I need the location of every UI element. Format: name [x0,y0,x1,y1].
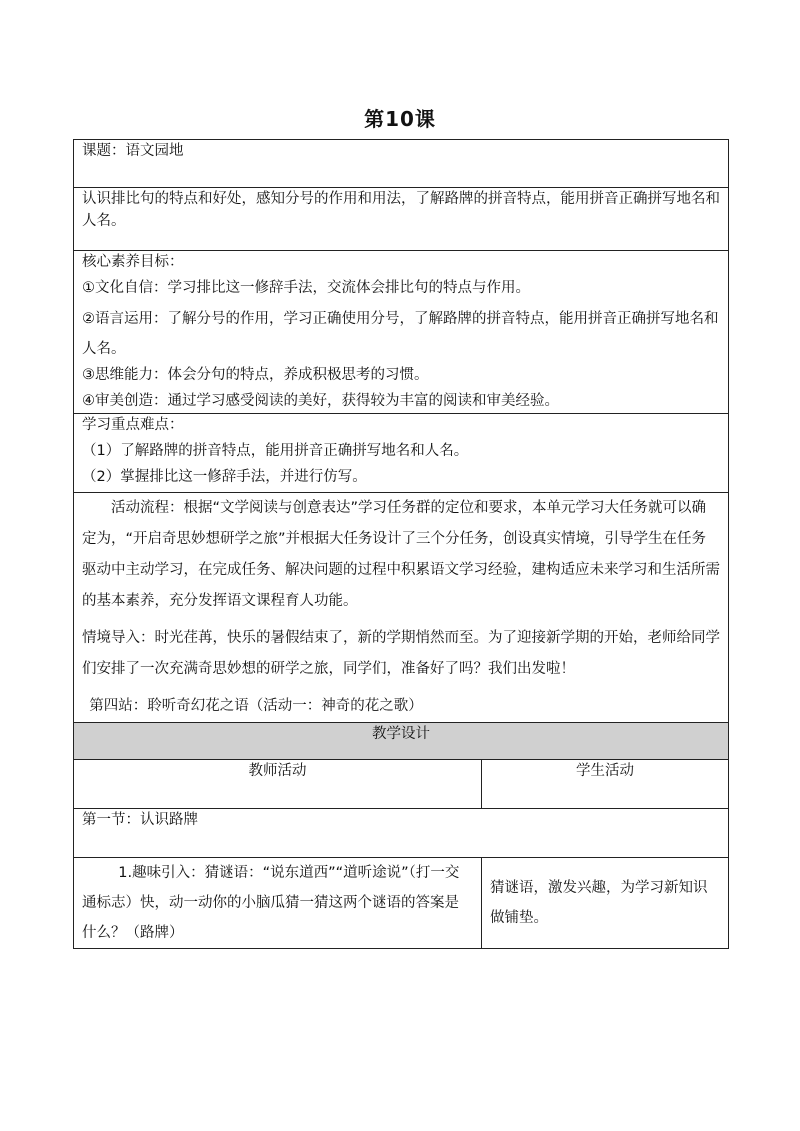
section-row [74,809,729,858]
core-literacy-item: ②语言运用：了解分号的作用，学习正确使用分号，了解路牌的拼音特点，能用拼音正确拼写地名和人名。 [82,310,719,357]
activity-flow-cell [74,493,729,723]
student-activity-text: 猜谜语，激发兴趣，为学习新知识做铺垫。 [490,880,708,927]
column-header-row [74,760,729,809]
topic-row [74,140,729,188]
activity-flow-row [74,493,729,723]
core-literacy-row [74,251,729,414]
teacher-activity-header: 教师活动 [74,760,482,809]
core-literacy-heading: 核心素养目标： [82,254,184,270]
student-activity-header: 学生活动 [482,760,729,809]
key-points-row [74,413,729,493]
page-title: 第10课 [364,107,436,131]
topic-cell: 课题：语文园地 [74,140,729,188]
goal-row [74,188,729,251]
teaching-design-header-row [74,723,729,760]
key-points-cell [74,413,729,493]
key-point-item: （2）掌握排比这一修辞手法，并进行仿写。 [82,469,367,486]
activity-flow-text: 活动流程：根据“文学阅读与创意表达”学习任务群的定位和要求，本单元学习大任务就可以确定为，“开启奇思妙想研学之旅”并根据大任务设计了三个分任务，创设真实情境，引导学生在任务驱动中主动学习，在完成任务、解决问题的过程中积累语文学习经验，建构适应未来学习和生活所需的基本素养，充分发挥语文课程育人功能。 [82,500,720,610]
teacher-activity-cell [74,858,482,949]
core-literacy-cell [74,251,729,414]
activity-row [74,858,729,949]
core-literacy-item: ③思维能力：体会分句的特点，养成积极思考的习惯。 [82,366,429,383]
section-title: 第一节：认识路牌 [74,809,729,858]
teaching-design-header: 教学设计 [74,723,729,760]
lesson-plan-table [73,139,729,949]
teacher-activity-text: 1.趣味引入：猜谜语：“说东道西”“道听途说”（打一交通标志）快，动一动你的小脑瓜猜一猜这两个谜语的答案是什么？（路牌） [82,865,460,942]
key-points-heading: 学习重点难点： [82,416,184,433]
core-literacy-item: ①文化自信：学习排比这一修辞手法，交流体会排比句的特点与作用。 [82,280,530,297]
key-point-item: （1）了解路牌的拼音特点，能用拼音正确拼写地名和人名。 [82,443,469,460]
scene-intro-text: 情境导入：时光荏苒，快乐的暑假结束了，新的学期悄然而至。为了迎接新学期的开始，老师给同学们安排了一次充满奇思妙想的研学之旅，同学们，准备好了吗？我们出发啦！ [82,630,720,678]
core-literacy-item: ④审美创造：通过学习感受阅读的美好，获得较为丰富的阅读和审美经验。 [82,393,559,410]
station-text: 第四站：聆听奇幻花之语（活动一：神奇的花之歌） [89,698,423,715]
student-activity-cell [482,858,729,949]
goal-cell: 认识排比句的特点和好处，感知分号的作用和用法，了解路牌的拼音特点，能用拼音正确拼写地名和人名。 [74,188,729,251]
